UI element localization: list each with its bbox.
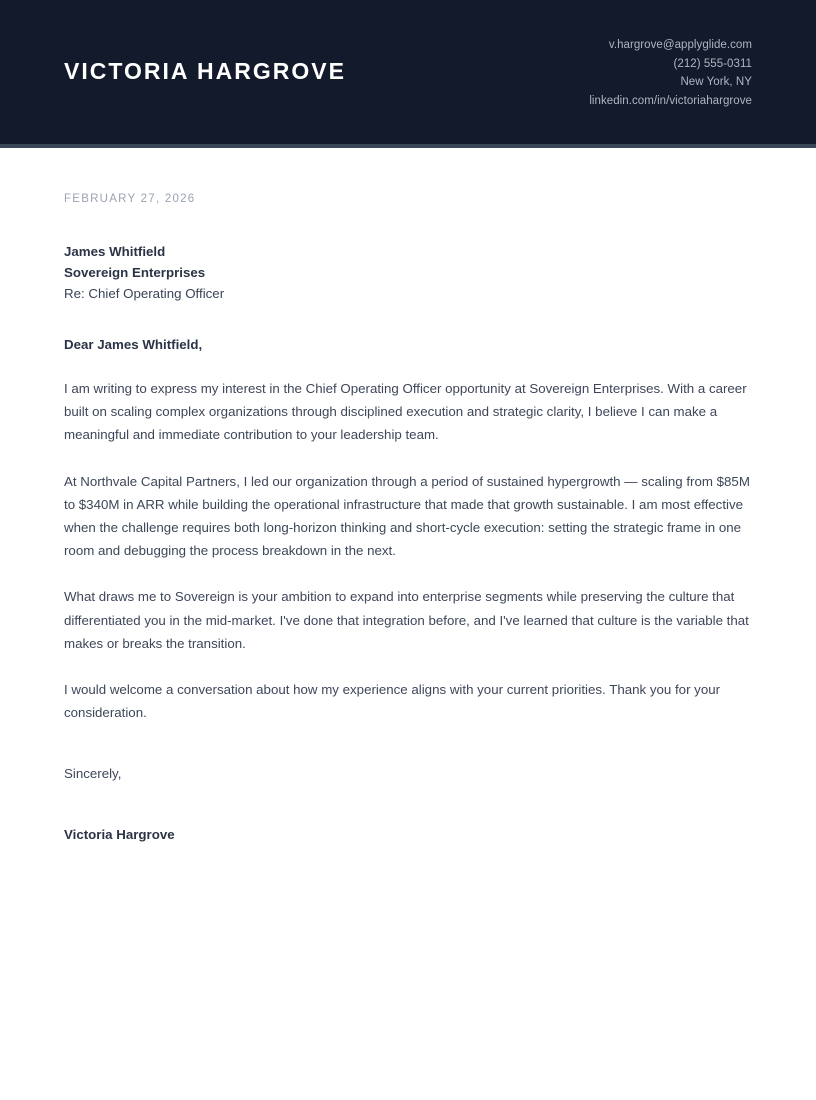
recipient-block — [64, 241, 752, 304]
body-paragraph-3: What draws me to Sovereign is your ambition to expand into enterprise segments while preserving the culture that differentiated you in the mid-market. I've done that integration before, and I've learned that culture is the variable that makes or breaks the transition. — [64, 589, 749, 651]
body-paragraph-1: I am writing to express my interest in the Chief Operating Officer opportunity at Sovereign Enterprises. With a career built on scaling complex organizations through disciplined execution and strategic clarity, I believe I can make a meaningful and immediate contribution to your leadership team. — [64, 380, 747, 443]
letter-date: FEBRUARY 27, 2026 — [64, 193, 196, 205]
body-paragraph-2: At Northvale Capital Partners, I led our organization through a period of sustained hypergrowth — scaling from $85M to $340M in ARR while building the operational infrastructure that made that growth sustainable. I am most effective when the challenge requires both long-horizon thinking and short-cycle execution: setting the strategic frame in one room and debugging the process breakdown in the next. — [64, 473, 750, 559]
contact-block — [589, 34, 752, 110]
recipient-company: Sovereign Enterprises — [64, 264, 206, 280]
closing-spacer — [64, 747, 752, 762]
recipient-subject: Re: Chief Operating Officer — [64, 285, 225, 301]
closing-line: Sincerely, — [64, 766, 122, 782]
page-title: VICTORIA HARGROVE — [64, 58, 346, 85]
recipient-name: James Whitfield — [64, 243, 166, 259]
contact-linkedin[interactable]: linkedin.com/in/victoriahargrove — [589, 94, 752, 107]
signature-name: Victoria Hargrove — [64, 826, 175, 842]
contact-phone[interactable]: (212) 555-0311 — [673, 57, 752, 70]
contact-location: New York, NY — [680, 76, 752, 88]
salutation: Dear James Whitfield, — [64, 336, 203, 352]
contact-email[interactable]: v.hargrove@applyglide.com — [608, 39, 752, 51]
body-paragraph-4: I would welcome a conversation about how my experience aligns with your current priorities. Thank you for your consideration. — [64, 681, 721, 721]
letter-header — [0, 0, 816, 148]
letter-body — [0, 148, 816, 845]
